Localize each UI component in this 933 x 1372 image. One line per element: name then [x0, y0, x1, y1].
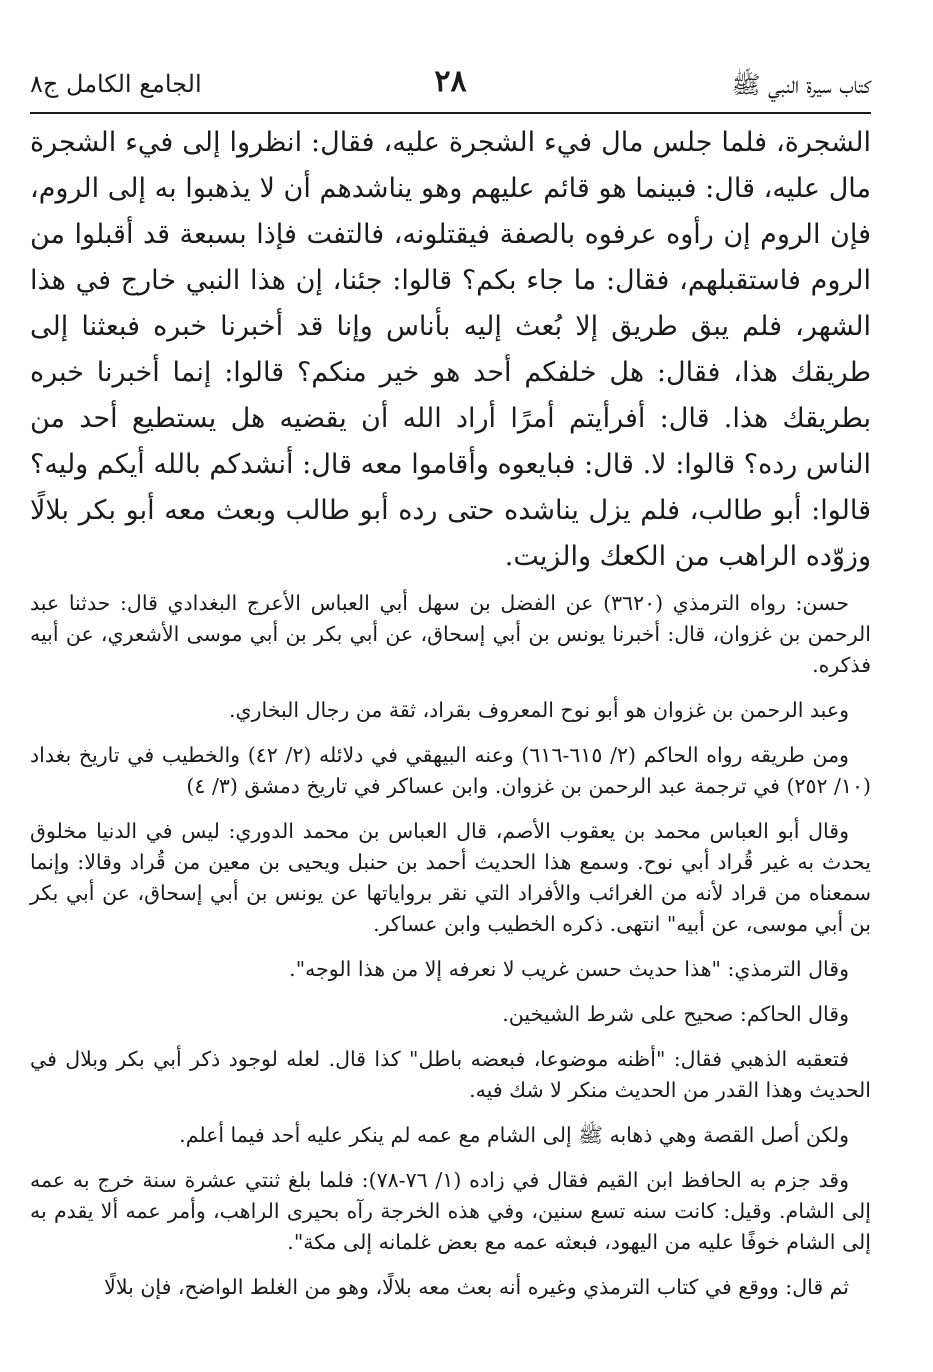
note-paragraph: فتعقبه الذهبي فقال: "أظنه موضوعا، فبعضه باطل" كذا قال. لعله لوجود ذكر أبي بكر وبلال في الحديث وهذا القدر من الحديث منكر لا شك فيه. — [30, 1047, 871, 1102]
page-number: ٢٨ — [434, 64, 467, 99]
note-paragraph: وقال الحاكم: صحيح على شرط الشيخين. — [502, 1002, 849, 1026]
note-paragraph: وقد جزم به الحافظ ابن القيم فقال في زاده (١/ ٧٦-٧٨): فلما بلغ ثنتي عشرة سنة خرج به عمه إلى الشام. وقيل: كانت سنه تسع سنين، وفي هذه الخرجة رآه بحيرى الراهب، وأمر عمه ألا يقدم به إلى الشام خوفًا عليه من اليهود، فبعثه عمه مع بعض غلمانه إلى مكة". — [30, 1168, 871, 1254]
volume-title: الجامع الكامل ج٨ — [30, 70, 202, 98]
note-paragraph: وقال الترمذي: "هذا حديث حسن غريب لا نعرفه إلا من هذا الوجه". — [289, 957, 849, 981]
main-paragraph: الشجرة، فلما جلس مال فيء الشجرة عليه، فقال: انظروا إلى فيء الشجرة مال عليه، قال: فبينما هو قائم عليهم وهو يناشدهم أن لا يذهبوا به إلى الروم، فإن الروم إن رأوه عرفوه بالصفة فيقتلونه، فالتفت فإذا بسبعة قد أقبلوا من الروم فاستقبلهم، فقال: ما جاء بكم؟ قالوا: جئنا، إن هذا النبي خارج في هذا الشهر، فلم يبق طريق إلا بُعث إليه بأناس وإنا قد أخبرنا خبره فبعثنا إلى طريقك هذا، فقال: هل خلفكم أحد هو خير منكم؟ قالوا: إنما أخبرنا خبره بطريقك هذا. قال: أفرأيتم أمرًا أراد الله أن يقضيه هل يستطيع أحد من الناس رده؟ قالوا: لا. قال: فبايعوه وأقاموا معه قال: أنشدكم بالله أيكم وليه؟ قالوا: أبو طالب، فلم يزل يناشده حتى رده أبو طالب وبعث معه أبو بكر بلالًا وزوّده الراهب من الكعك والزيت. — [30, 127, 871, 572]
book-title: كتاب سيرة النبي ﷺ — [731, 71, 871, 99]
note-paragraph: وعبد الرحمن بن غزوان هو أبو نوح المعروف بقراد، ثقة من رجال البخاري. — [229, 698, 849, 722]
note-paragraph: حسن: رواه الترمذي (٣٦٢٠) عن الفضل بن سهل أبي العباس الأعرج البغدادي قال: حدثنا عبد الرحمن بن غزوان، قال: أخبرنا يونس بن أبي إسحاق، عن أبي بكر بن أبي موسى الأشعري، عن أبيه فذكره. — [30, 591, 871, 677]
note-paragraph: ثم قال: ووقع في كتاب الترمذي وغيره أنه بعث معه بلالًا، وهو من الغلط الواضح، فإن بلالًا — [104, 1275, 849, 1299]
page-header — [30, 62, 871, 112]
header-divider — [30, 112, 871, 114]
note-paragraph: ولكن أصل القصة وهي ذهابه ﷺ إلى الشام مع عمه لم ينكر عليه أحد فيما أعلم. — [179, 1123, 849, 1147]
page-body — [30, 120, 871, 1317]
note-paragraph: وقال أبو العباس محمد بن يعقوب الأصم، قال العباس بن محمد الدوري: ليس في الدنيا مخلوق يحدث به غير قُراد أبي نوح. وسمع هذا الحديث أحمد بن حنبل ويحيى بن معين من قُراد وقالا: وإنما سمعناه من قراد لأنه من الغرائب والأفراد التي نقر برواياتها عن يونس بن أبي إسحاق، عن أبي بكر بن أبي موسى، عن أبيه" انتهى. ذكره الخطيب وابن عساكر. — [30, 819, 871, 936]
note-paragraph: ومن طريقه رواه الحاكم (٢/ ٦١٥-٦١٦) وعنه البيهقي في دلائله (٢/ ٤٢) والخطيب في تاريخ بغداد (١٠/ ٢٥٢) في ترجمة عبد الرحمن بن غزوان. وابن عساكر في تاريخ دمشق (٣/ ٤) — [30, 743, 871, 798]
